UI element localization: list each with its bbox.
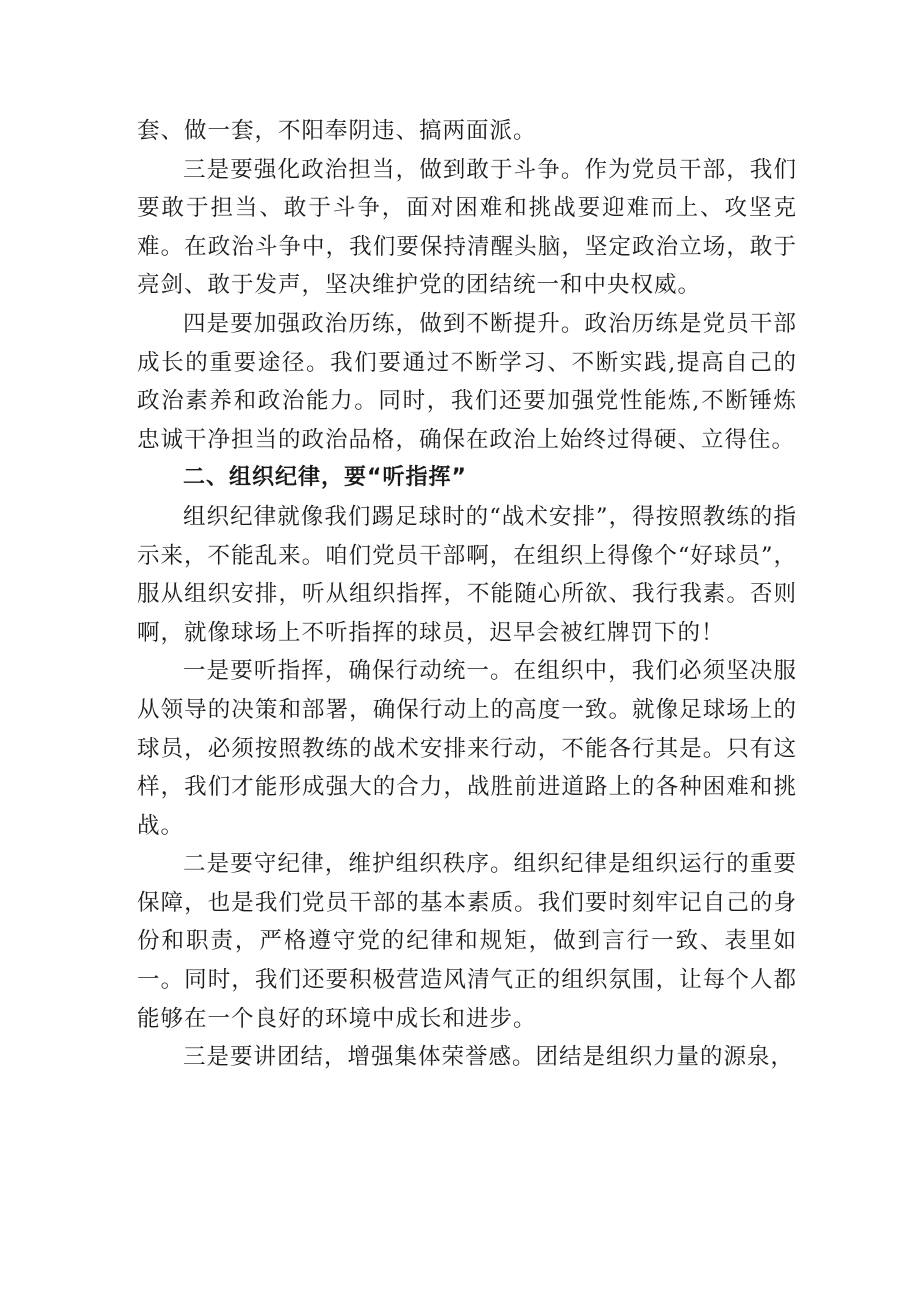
paragraph-follow-command: 一是要听指挥，确保行动统一。在组织中，我们必须坚决服从领导的决策和部署，确保行动上的高度一致。就像足球场上的球员，必须按照教练的战术安排来行动，不能各行其是。只有这样，我们才能形成强大的合力，战胜前进道路上的各种困难和挑战。 [137,658,797,839]
paragraph-political-training: 四是要加强政治历练，做到不断提升。政治历练是党员干部成长的重要途径。我们要通过不断学习、不断实践,提高自己的政治素养和政治能力。同时，我们还要加强党性能炼,不断锤炼忠诚干净担当的政治品格，确保在政治上始终过得硬、立得住。 [137,310,797,453]
paragraph-continuation: 套、做一套，不阳奉阴违、搞两面派。 [137,118,537,144]
paragraph-political-responsibility: 三是要强化政治担当，做到敢于斗争。作为党员干部，我们要敢于担当、敢于斗争，面对困难和挑战要迎难而上、攻坚克难。在政治斗争中，我们要保持清醒头脑，坚定政治立场，敢于亮剑、敢于发声，坚决维护党的团结统一和中央权威。 [137,156,797,299]
document-body [137,112,797,1077]
paragraph-football-analogy: 组织纪律就像我们踢足球时的“战术安排”，得按照教练的指示来，不能乱来。咱们党员干部啊，在组织上得像个“好球员”，服从组织安排，听从组织指挥，不能随心所欲、我行我素。否则啊，就像球场上不听指挥的球员，迟早会被红牌罚下的！ [137,503,797,646]
paragraph-observe-discipline: 二是要守纪律，维护组织秩序。组织纪律是组织运行的重要保障，也是我们党员干部的基本素质。我们要时刻牢记自己的身份和职责，严格遵守党的纪律和规矩，做到言行一致、表里如一。同时，我们还要积极营造风清气正的组织氛围，让每个人都能够在一个良好的环境中成长和进步。 [137,851,797,1032]
paragraph-unity: 三是要讲团结，增强集体荣誉感。团结是组织力量的源泉， [183,1044,795,1071]
section-heading-organizational-discipline: 二、组织纪律，要“听指挥” [183,465,467,491]
